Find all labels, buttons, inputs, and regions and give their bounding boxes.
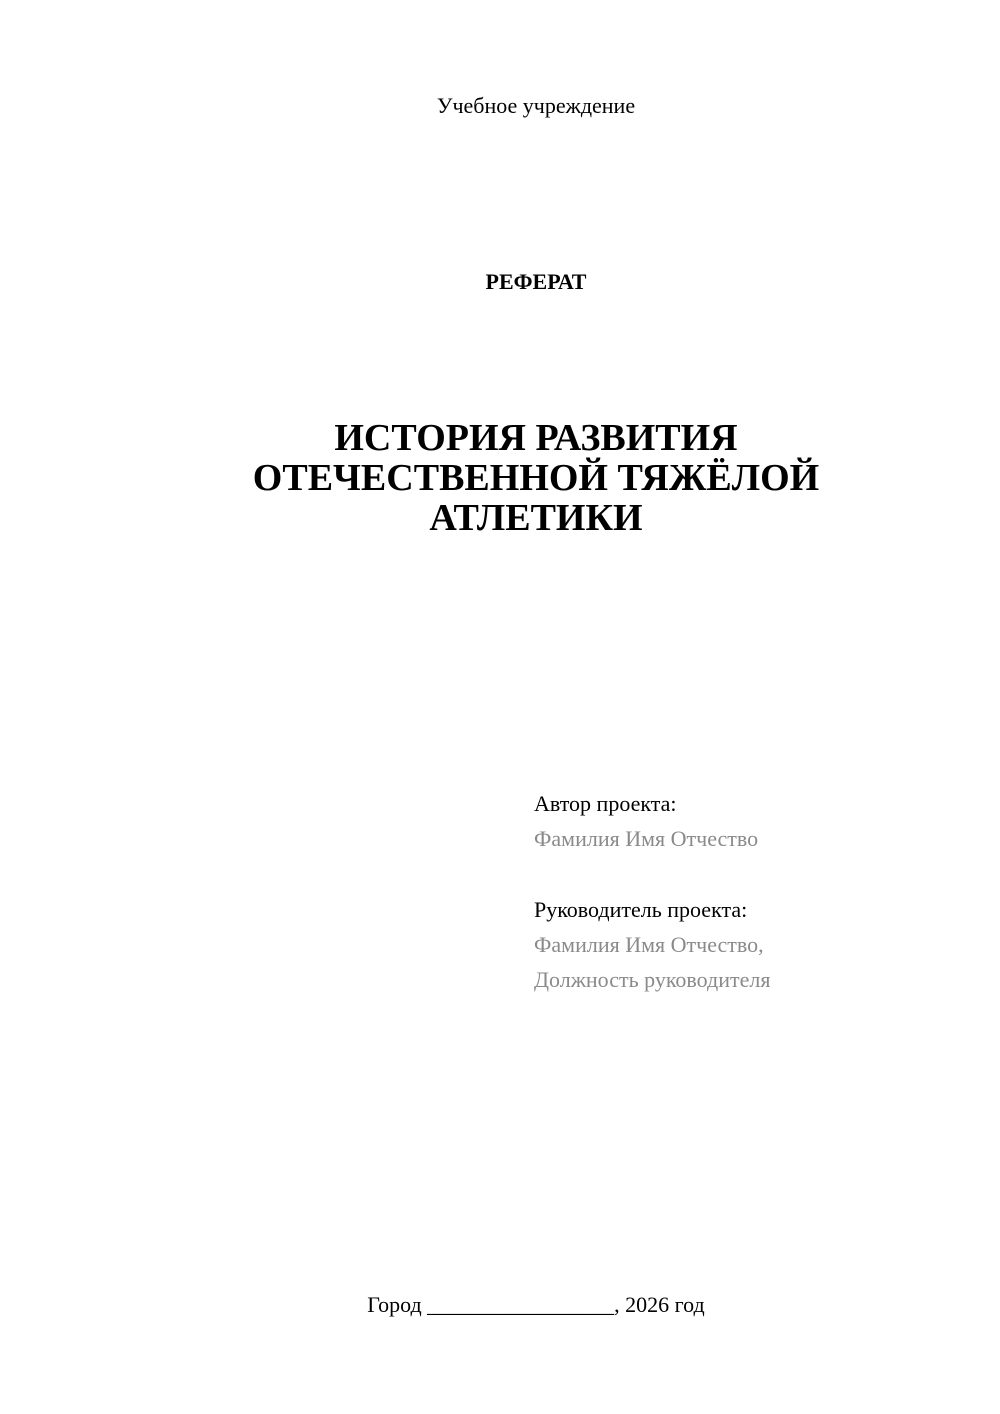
- title-line: ОТЕЧЕСТВЕННОЙ ТЯЖЁЛОЙ: [252, 457, 820, 499]
- credits-block: [534, 786, 974, 997]
- city-label: Город: [367, 1292, 422, 1317]
- city-year-line: [0, 1290, 1000, 1320]
- supervisor-name: Фамилия Имя Отчество,: [534, 932, 764, 957]
- supervisor-position: Должность руководителя: [534, 967, 771, 992]
- author-name: Фамилия Имя Отчество: [534, 826, 759, 851]
- document-title: [236, 418, 836, 538]
- institution-name: Учебное учреждение: [436, 93, 636, 118]
- credits-spacer: [534, 856, 974, 892]
- title-line: АТЛЕТИКИ: [429, 497, 643, 539]
- city-blank: _________________: [427, 1292, 615, 1317]
- year-text: , 2026 год: [614, 1292, 705, 1317]
- title-line: ИСТОРИЯ РАЗВИТИЯ: [334, 417, 738, 459]
- document-type: РЕФЕРАТ: [485, 269, 587, 294]
- supervisor-label: Руководитель проекта:: [534, 897, 748, 922]
- author-label: Автор проекта:: [534, 791, 677, 816]
